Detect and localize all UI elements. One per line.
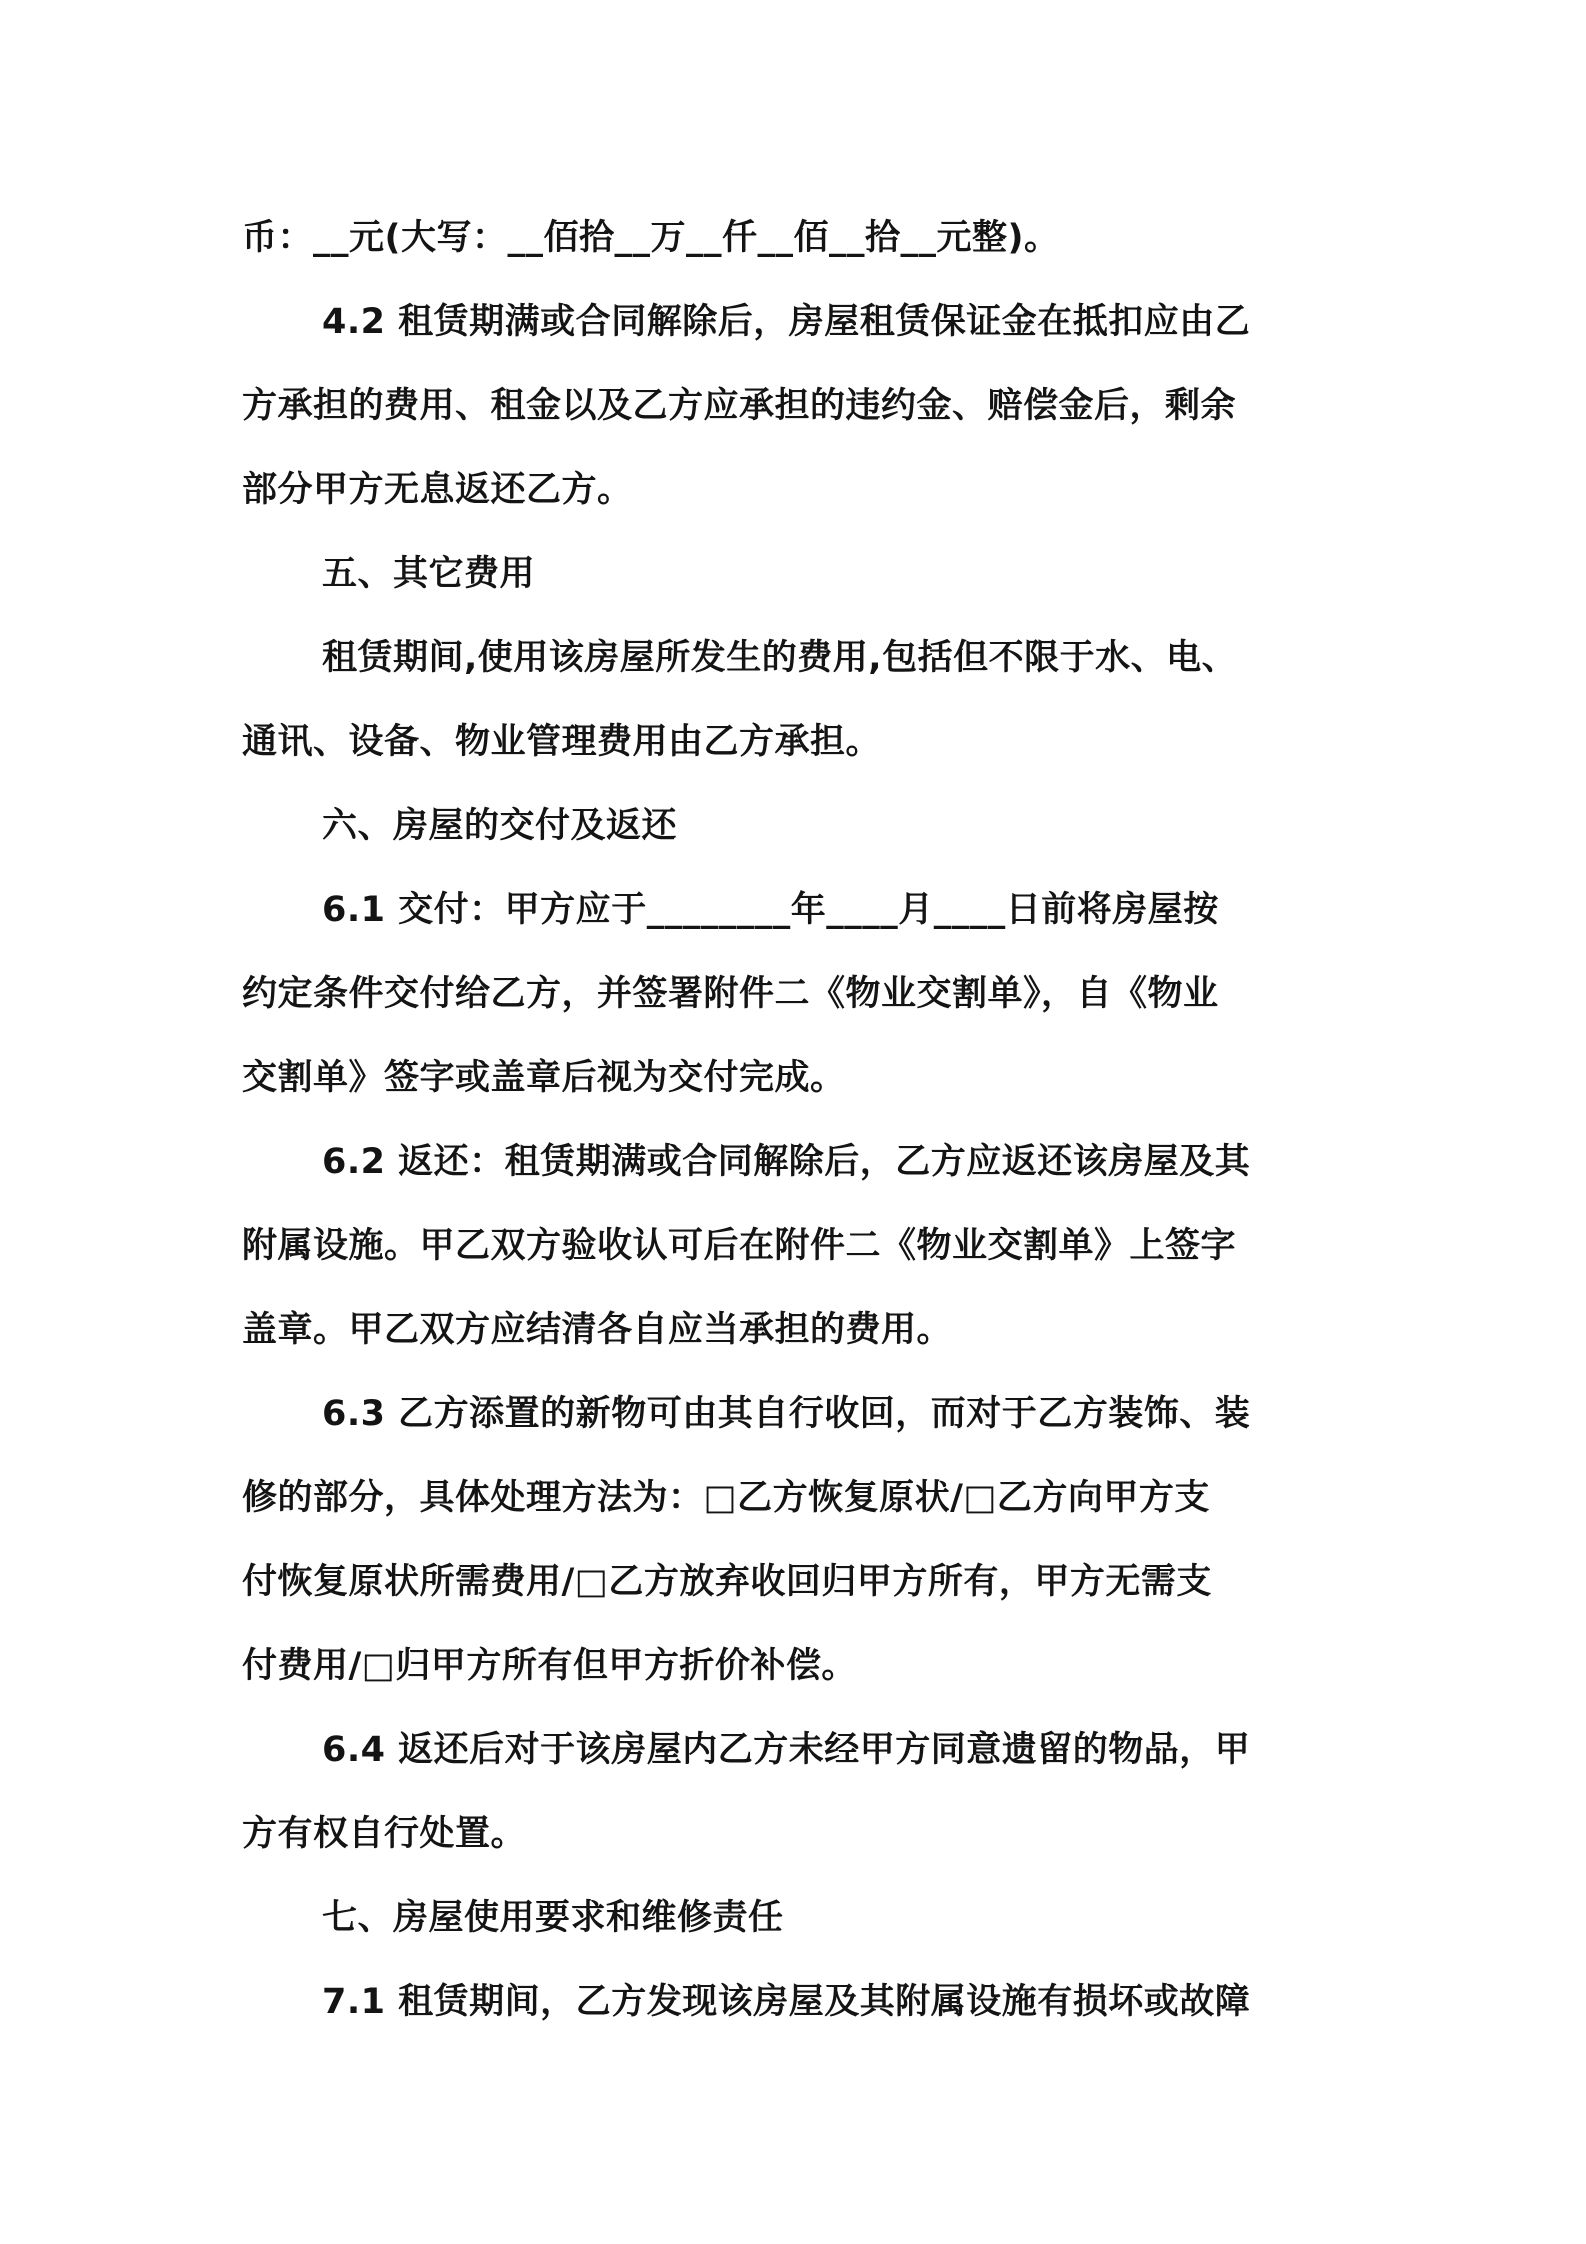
text-line: 租赁期间,使用该房屋所发生的费用,包括但不限于水、电、 — [322, 638, 1238, 678]
text-line: 付费用/□归甲方所有但甲方折价补偿。 — [242, 1646, 857, 1686]
text-line: 部分甲方无息返还乙方。 — [242, 470, 633, 510]
section-heading: 七、房屋使用要求和维修责任 — [322, 1898, 784, 1938]
text-line: 付恢复原状所需费用/□乙方放弃收回归甲方所有，甲方无需支 — [242, 1562, 1212, 1602]
text-line: 4.2 租赁期满或合同解除后，房屋租赁保证金在抵扣应由乙 — [322, 302, 1251, 342]
text-line: 通讯、设备、物业管理费用由乙方承担。 — [242, 722, 882, 762]
text-line: 方有权自行处置。 — [242, 1814, 527, 1854]
text-line: 6.2 返还：租赁期满或合同解除后，乙方应返还该房屋及其 — [322, 1142, 1251, 1182]
text-line: 修的部分，具体处理方法为：□乙方恢复原状/□乙方向甲方支 — [242, 1478, 1210, 1518]
document-body — [242, 196, 1360, 2044]
text-line: 6.1 交付：甲方应于________年____月____日前将房屋按 — [322, 890, 1219, 930]
text-line: 附属设施。甲乙双方验收认可后在附件二《物业交割单》上签字 — [242, 1226, 1237, 1266]
text-line: 交割单》签字或盖章后视为交付完成。 — [242, 1058, 846, 1098]
text-line: 盖章。甲乙双方应结清各自应当承担的费用。 — [242, 1310, 953, 1350]
section-heading: 五、其它费用 — [322, 554, 536, 594]
section-heading: 六、房屋的交付及返还 — [322, 806, 678, 846]
text-line: 币：__元(大写：__佰拾__万__仟__佰__拾__元整)。 — [242, 218, 1060, 258]
text-line: 约定条件交付给乙方，并签署附件二《物业交割单》，自《物业 — [242, 974, 1219, 1014]
text-line: 7.1 租赁期间，乙方发现该房屋及其附属设施有损坏或故障 — [322, 1982, 1251, 2022]
text-line: 方承担的费用、租金以及乙方应承担的违约金、赔偿金后，剩余 — [242, 386, 1237, 426]
text-line: 6.4 返还后对于该房屋内乙方未经甲方同意遗留的物品，甲 — [322, 1730, 1251, 1770]
text-line: 6.3 乙方添置的新物可由其自行收回，而对于乙方装饰、装 — [322, 1394, 1251, 1434]
